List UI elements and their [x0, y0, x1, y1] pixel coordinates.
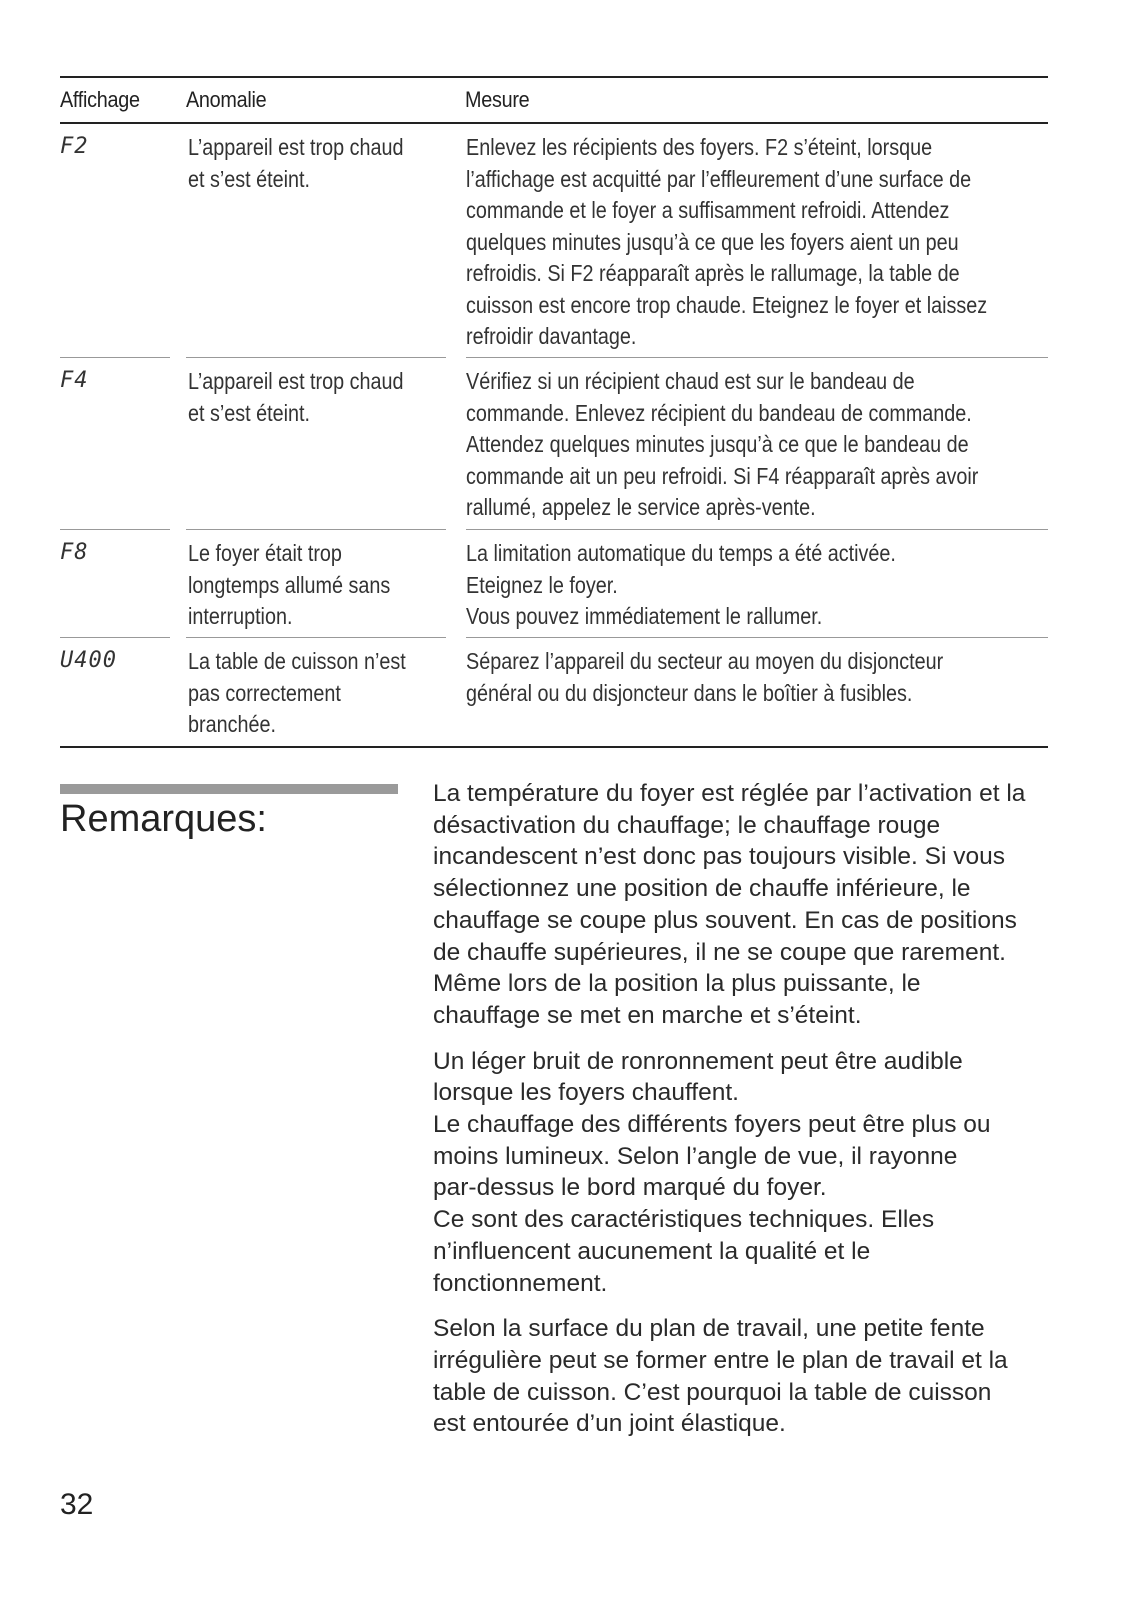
display-code: F2: [60, 134, 89, 159]
section-bar: [60, 784, 398, 794]
measure-text: Vérifiez si un récipient chaud est sur le bandeau de commande. Enlevez récipient du bandeau de commande. Attendez quelques minutes jusqu’à ce que le bandeau de commande ait un peu refroidi. Si F4 réapparaît après avoir rallumé, appelez le service après-vente.: [466, 368, 979, 520]
remarks-body: [433, 778, 1053, 1454]
section-title: Remarques:: [60, 798, 267, 840]
table-header: [60, 78, 949, 122]
troubleshooting-table: [60, 76, 1048, 748]
display-code: U400: [60, 648, 117, 673]
page-number: 32: [60, 1488, 94, 1521]
remark-paragraph: Selon la surface du plan de travail, une petite fente irrégulière peut se former entre le plan de travail et la table de cuisson. C’est pourquoi la table de cuisson est entourée d’un joint élastique.: [433, 1315, 1008, 1438]
anomaly-text: L’appareil est trop chaud et s’est éteint.: [188, 368, 404, 426]
display-code: F4: [60, 368, 89, 393]
anomaly-text: La table de cuisson n’est pas correctement branchée.: [188, 648, 406, 737]
table-row: [60, 530, 1048, 638]
header-anomaly: Anomalie: [186, 87, 267, 112]
anomaly-text: L’appareil est trop chaud et s’est éteint.: [188, 134, 404, 192]
anomaly-text: Le foyer était trop longtemps allumé sans interruption.: [188, 540, 391, 629]
measure-text: Séparez l’appareil du secteur au moyen du disjoncteur général ou du disjoncteur dans le boîtier à fusibles.: [466, 648, 944, 706]
table-row: [60, 124, 1048, 358]
remark-paragraph: La température du foyer est réglée par l’activation et la désactivation du chauffage; le chauffage rouge incandescent n’est donc pas toujours visible. Si vous sélectionnez une position de chauffe inférieure, le chauffage se coupe plus souvent. En cas de positions de chauffe supérieures, il ne se coupe que rarement. Même lors de la position la plus puissante, le chauffage se met en marche et s’éteint.: [433, 780, 1026, 1029]
header-display: Affichage: [60, 87, 140, 112]
header-measure: Mesure: [465, 87, 530, 112]
measure-text: La limitation automatique du temps a été activée. Eteignez le foyer. Vous pouvez immédiatement le rallumer.: [466, 540, 896, 629]
table-row: [60, 358, 1048, 530]
table-row: [60, 638, 1048, 746]
remark-paragraph: Un léger bruit de ronronnement peut être audible lorsque les foyers chauffent. Le chauffage des différents foyers peut être plus ou moins lumineux. Selon l’angle de vue, il rayonne par-dessus le bord marqué du foyer. Ce sont des caractéristiques techniques. Elles n’influencent aucunement la qualité et le fonctionnement.: [433, 1047, 991, 1297]
table-bottom-rule: [60, 746, 1048, 748]
measure-text: Enlevez les récipients des foyers. F2 s’éteint, lorsque l’affichage est acquitté par l’effleurement d’une surface de commande et le foyer a suffisamment refroidi. Attendez quelques minutes jusqu’à ce que les foyers aient un peu refroidis. Si F2 réapparaît après le rallumage, la table de cuisson est encore trop chaude. Eteignez le foyer et laissez refroidir davantage.: [466, 134, 988, 349]
display-code: F8: [60, 540, 89, 565]
